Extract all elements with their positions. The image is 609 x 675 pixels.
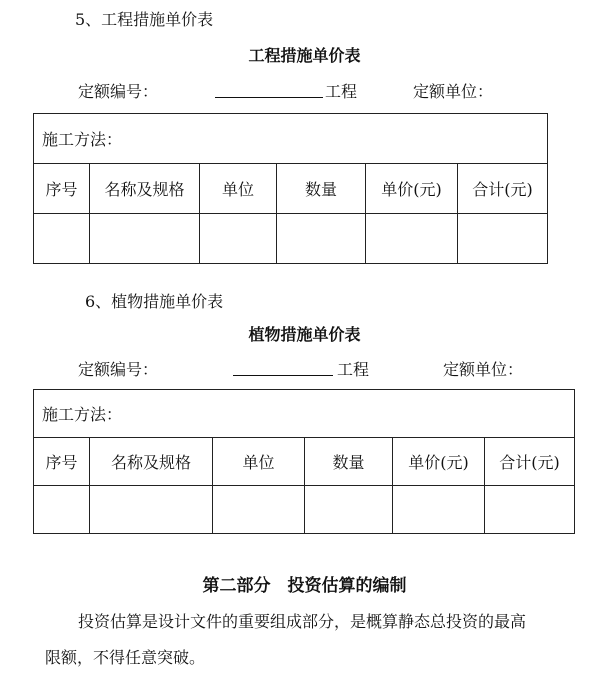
empty-cell — [34, 486, 90, 534]
part2-paragraph-line2: 限额，不得任意突破。 — [45, 648, 206, 667]
part2-title: 第二部分 投资估算的编制 — [202, 576, 407, 596]
col-header: 单价(元) — [366, 164, 458, 214]
col-header: 名称及规格 — [90, 164, 200, 214]
section5-quota-unit-label: 定额单位： — [413, 82, 494, 101]
section6-project-suffix: 工程 — [337, 360, 370, 379]
col-header: 数量 — [277, 164, 366, 214]
empty-cell — [200, 214, 277, 264]
empty-cell — [305, 486, 393, 534]
part2-paragraph-line1: 投资估算是设计文件的重要组成部分，是概算静态总投资的最高 — [78, 612, 527, 631]
section6-empty-row — [34, 486, 575, 534]
section6-unit-price-table — [33, 389, 575, 534]
empty-cell — [485, 486, 575, 534]
section5-table-title: 工程措施单价表 — [248, 46, 361, 65]
empty-cell — [458, 214, 548, 264]
col-header: 名称及规格 — [90, 438, 213, 486]
empty-cell — [213, 486, 305, 534]
section5-header-row — [34, 164, 548, 214]
col-header: 合计(元) — [485, 438, 575, 486]
empty-cell — [393, 486, 485, 534]
col-header: 合计(元) — [458, 164, 548, 214]
empty-cell — [90, 486, 213, 534]
section5-empty-row — [34, 214, 548, 264]
section6-quota-no-label: 定额编号： — [78, 360, 159, 379]
section6-method-cell: 施工方法： — [34, 390, 575, 438]
section6-project-blank — [233, 375, 333, 376]
empty-cell — [34, 214, 90, 264]
section5-quota-no-label: 定额编号： — [78, 82, 159, 101]
col-header: 单位 — [213, 438, 305, 486]
section5-method-cell: 施工方法： — [34, 114, 548, 164]
section6-heading: 6、植物措施单价表 — [85, 292, 224, 311]
col-header: 序号 — [34, 164, 90, 214]
section6-quota-unit-label: 定额单位： — [443, 360, 524, 379]
empty-cell — [90, 214, 200, 264]
section5-project-suffix: 工程 — [325, 82, 358, 101]
section5-unit-price-table — [33, 113, 548, 264]
col-header: 单位 — [200, 164, 277, 214]
col-header: 序号 — [34, 438, 90, 486]
col-header: 数量 — [305, 438, 393, 486]
section5-heading: 5、工程措施单价表 — [75, 10, 214, 29]
section6-table-title: 植物措施单价表 — [248, 325, 361, 344]
empty-cell — [277, 214, 366, 264]
col-header: 单价(元) — [393, 438, 485, 486]
section5-project-blank — [215, 97, 323, 98]
section6-header-row — [34, 438, 575, 486]
empty-cell — [366, 214, 458, 264]
